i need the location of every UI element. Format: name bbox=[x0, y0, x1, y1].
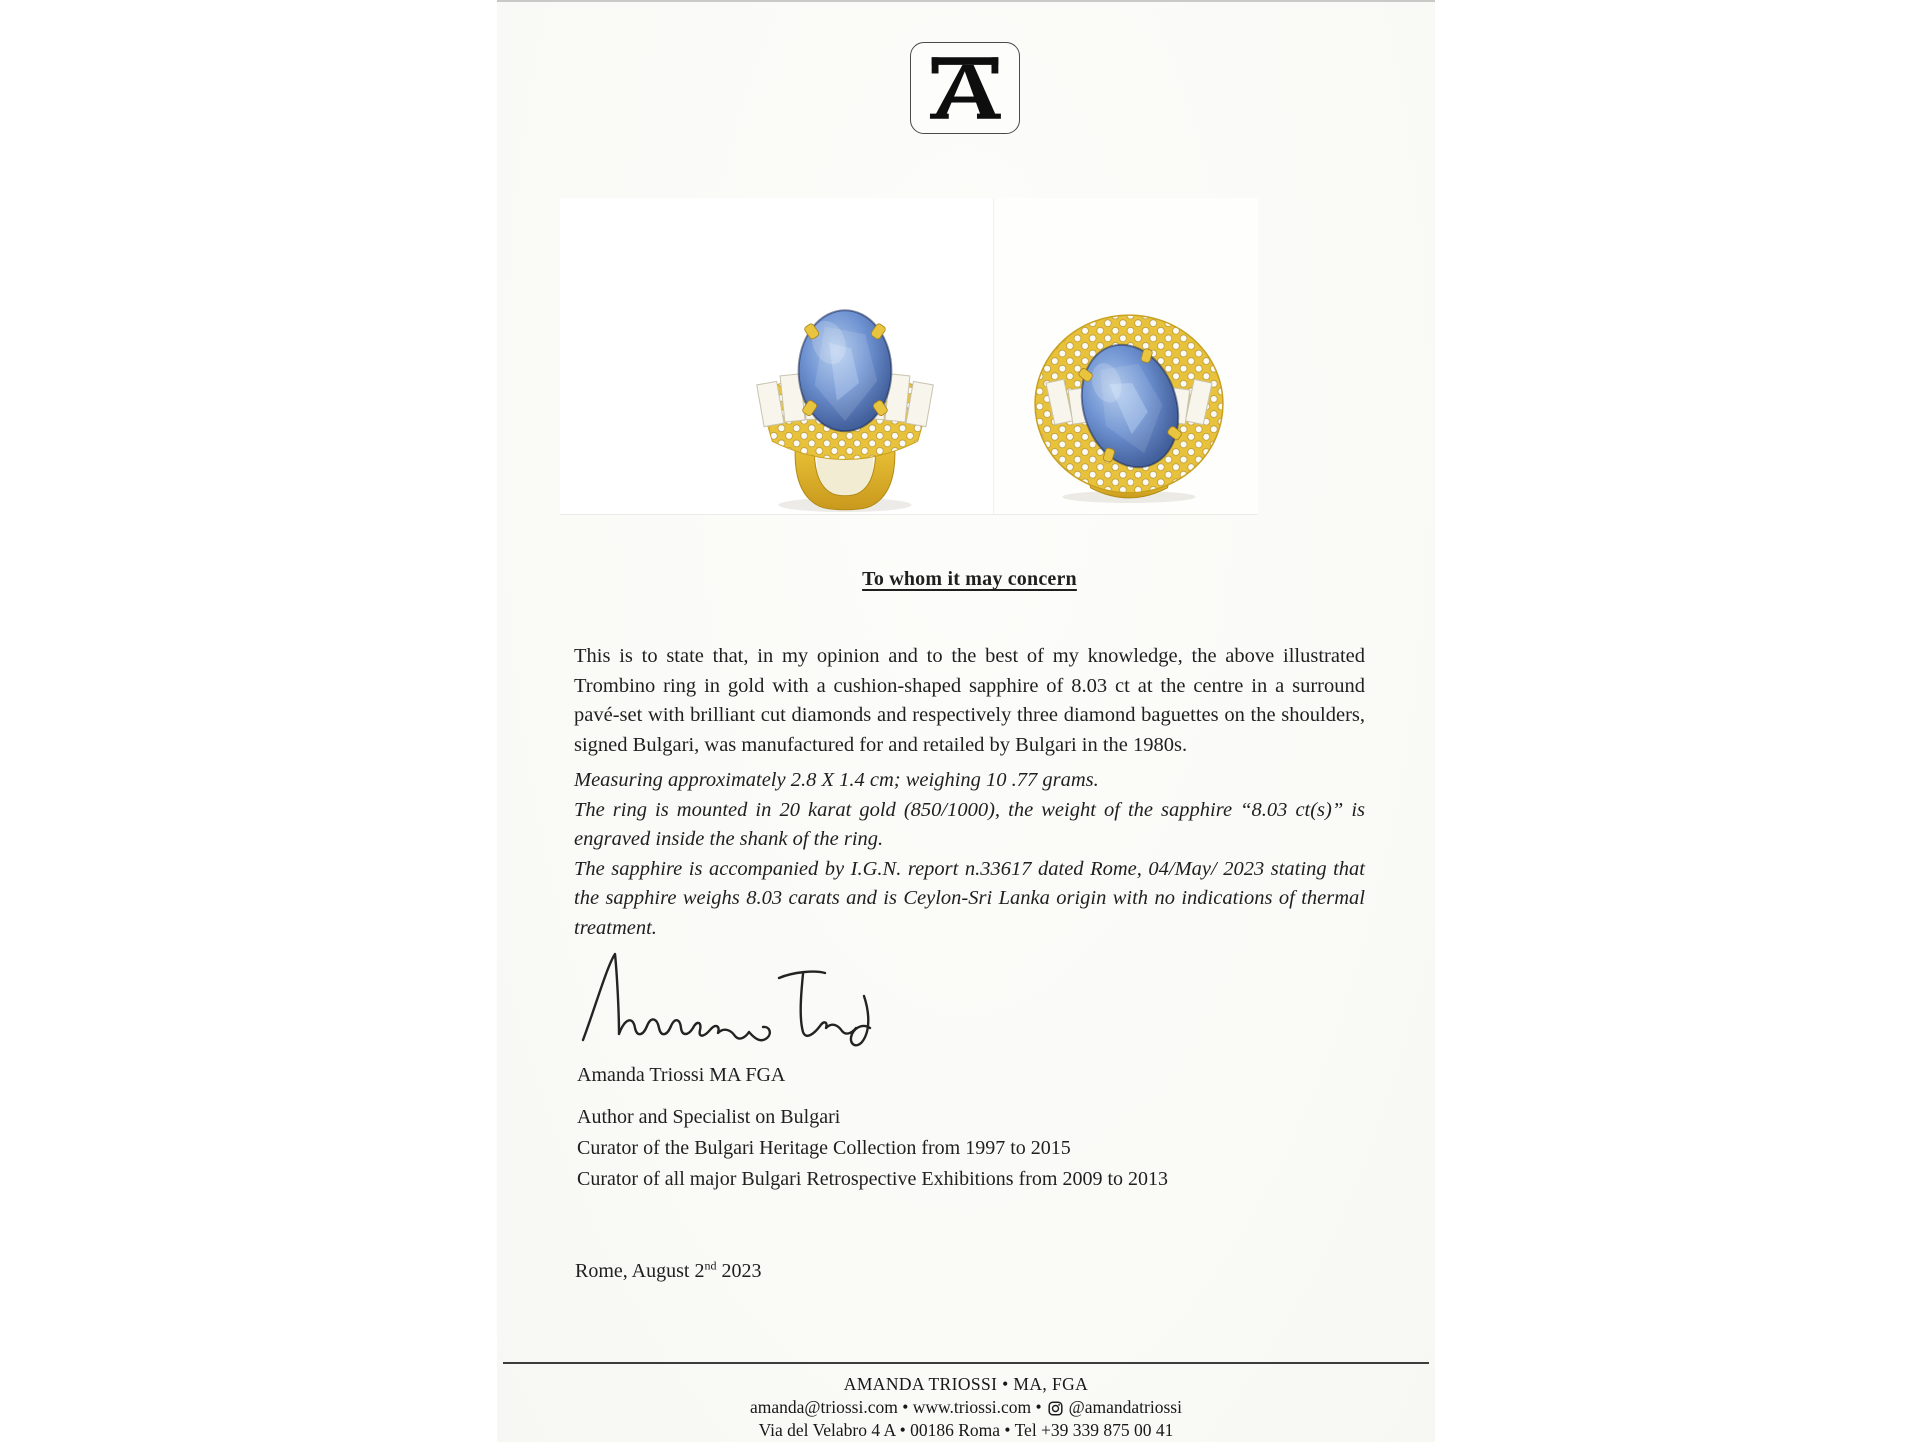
ring-side-image bbox=[1028, 304, 1230, 506]
date-year: 2023 bbox=[716, 1260, 762, 1282]
footer-address-line: Via del Velabro 4 A • 00186 Roma • Tel +39 339 875 00 41 bbox=[758, 1420, 1174, 1440]
credentials-block bbox=[577, 1102, 1168, 1195]
credential-line-1: Author and Specialist on Bulgari bbox=[577, 1106, 841, 1128]
letter-heading: To whom it may concern bbox=[862, 568, 1077, 590]
footer-email-web: amanda@triossi.com • www.triossi.com • bbox=[750, 1397, 1042, 1417]
footer-rule bbox=[503, 1362, 1429, 1364]
paper-sheet bbox=[497, 0, 1435, 1442]
dateline bbox=[575, 1260, 761, 1283]
date-ordinal: nd bbox=[704, 1258, 717, 1273]
credential-line-3: Curator of all major Bulgari Retrospective Exhibitions from 2009 to 2013 bbox=[577, 1168, 1169, 1190]
footer-contact-line bbox=[497, 1396, 1435, 1419]
ring-photos bbox=[560, 198, 1258, 515]
at-monogram-icon bbox=[918, 48, 1012, 128]
date-prefix: Rome, August 2 bbox=[575, 1260, 705, 1282]
detail-report: The sapphire is accompanied by I.G.N. report n.33617 dated Rome, 04/May/ 2023 stating that the sapphire weighs 8.03 carats and is Ceylon-Sri Lanka origin with no indications of thermal treatment. bbox=[574, 857, 1365, 939]
body-paragraph: This is to state that, in my opinion and to the best of my knowledge, the above illustrated Trombino ring in gold with a cushion-shaped sapphire of 8.03 ct at the centre in a surround pavé-set with brilliant cut diamonds and respectively three diamond baguettes on the shoulders, signed Bulgari, was manufactured for and retailed by Bulgari in the 1980s. bbox=[574, 645, 1365, 756]
details-block bbox=[574, 766, 1365, 943]
handwritten-signature bbox=[573, 948, 893, 1048]
instagram-icon bbox=[1048, 1401, 1063, 1416]
logo-frame bbox=[910, 42, 1020, 134]
ring-front-image bbox=[732, 288, 958, 514]
detail-measuring: Measuring approximately 2.8 X 1.4 cm; weighing 10 .77 grams. bbox=[574, 769, 1099, 791]
signer-name: Amanda Triossi MA FGA bbox=[577, 1064, 786, 1086]
footer bbox=[497, 1373, 1435, 1442]
credential-line-2: Curator of the Bulgari Heritage Collection from 1997 to 2015 bbox=[577, 1137, 1071, 1159]
footer-instagram-handle: @amandatriossi bbox=[1068, 1397, 1182, 1417]
footer-name-line: AMANDA TRIOSSI • MA, FGA bbox=[843, 1374, 1089, 1394]
detail-mounting: The ring is mounted in 20 karat gold (850/1000), the weight of the sapphire “8.03 ct(s)” is engraved inside the shank of the ring. bbox=[574, 798, 1365, 850]
